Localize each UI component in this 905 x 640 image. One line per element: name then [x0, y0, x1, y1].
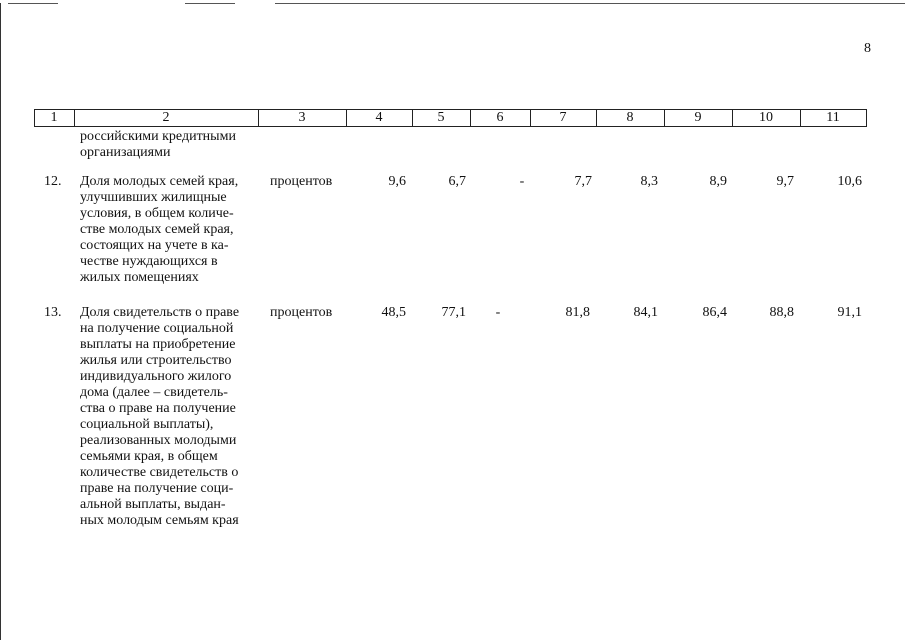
value-col-6: -	[519, 174, 525, 189]
value-col-10: 88,8	[769, 305, 794, 320]
page-number: 8	[864, 41, 871, 56]
column-number-5: 5	[437, 110, 445, 125]
table-row	[0, 174, 905, 290]
column-number-4: 4	[375, 110, 383, 125]
value-col-4: 9,6	[388, 174, 406, 189]
table-row	[0, 305, 905, 537]
row-number: 12.	[44, 174, 62, 189]
row-number: 13.	[44, 305, 62, 320]
column-number-6: 6	[496, 110, 504, 125]
value-col-8: 84,1	[633, 305, 658, 320]
value-col-7: 7,7	[574, 174, 592, 189]
value-col-11: 10,6	[837, 174, 862, 189]
continuation-text: российскими кредитными организациями	[80, 129, 236, 160]
value-col-7: 81,8	[565, 305, 590, 320]
value-col-5: 6,7	[448, 174, 466, 189]
value-col-8: 8,3	[640, 174, 658, 189]
value-col-10: 9,7	[776, 174, 794, 189]
value-col-11: 91,1	[837, 305, 862, 320]
column-number-7: 7	[559, 110, 567, 125]
table-header-row	[0, 0, 905, 140]
value-col-6: -	[495, 305, 501, 320]
value-col-9: 86,4	[702, 305, 727, 320]
column-number-9: 9	[694, 110, 702, 125]
column-number-1: 1	[50, 110, 58, 125]
column-number-2: 2	[162, 110, 170, 125]
value-col-5: 77,1	[441, 305, 466, 320]
indicator-description: Доля свидетельств о праве на получение социальной выплаты на приобретение жилья или строительство индивидуального жилого дома (далее – свидетель- ства о праве на получение социальной выплаты), реализованных молодыми семьями края, в общем количестве свидетельств о праве на получение соци- альной выплаты, выдан- ных молодым семьям края	[80, 305, 240, 528]
column-number-3: 3	[298, 110, 306, 125]
table-row-continuation	[0, 129, 905, 163]
header-bottom-border	[34, 126, 866, 127]
unit-of-measure: процентов	[270, 174, 333, 189]
column-number-11: 11	[826, 110, 840, 125]
column-number-8: 8	[626, 110, 634, 125]
column-number-10: 10	[759, 110, 773, 125]
value-col-9: 8,9	[709, 174, 727, 189]
unit-of-measure: процентов	[270, 305, 333, 320]
value-col-4: 48,5	[381, 305, 406, 320]
indicator-description: Доля молодых семей края, улучшивших жилищные условия, в общем количе- стве молодых семей края, состоящих на учете в ка- честве нуждающихся в жилых помещениях	[80, 174, 239, 285]
